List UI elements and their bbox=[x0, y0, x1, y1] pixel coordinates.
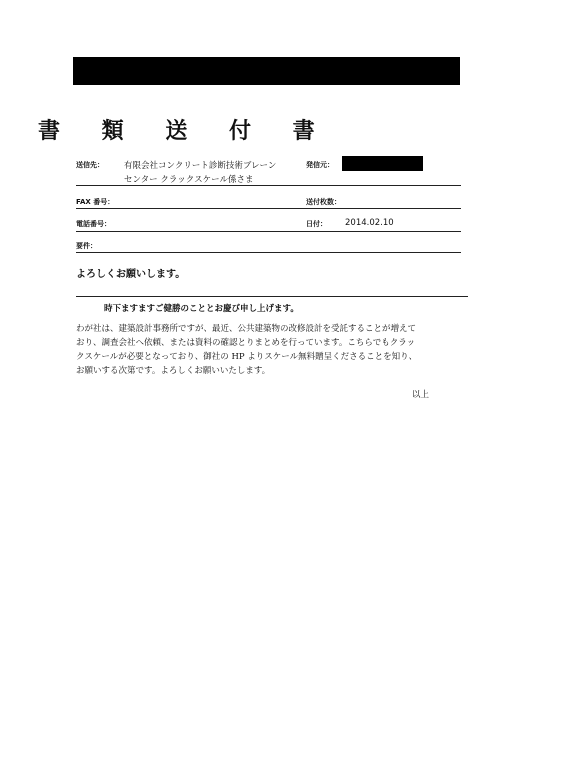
divider bbox=[76, 296, 468, 297]
phone-label: 電話番号： bbox=[76, 220, 111, 228]
fax-label: FAX 番号： bbox=[76, 198, 115, 206]
divider bbox=[76, 208, 461, 209]
greeting: よろしくお願いします。 bbox=[76, 269, 186, 280]
body-text bbox=[76, 322, 468, 378]
redacted-header bbox=[73, 57, 460, 85]
date-label: 日付： bbox=[306, 220, 327, 228]
subject-label: 要件： bbox=[76, 242, 97, 250]
document-title: 書 類 送 付 書 bbox=[38, 119, 332, 144]
to-value-line1: 有限会社コンクリート診断技術ブレーン bbox=[124, 161, 277, 171]
divider bbox=[76, 231, 461, 232]
from-label: 発信元： bbox=[306, 161, 334, 169]
divider bbox=[76, 185, 461, 186]
divider bbox=[76, 252, 461, 253]
body-line: わが社は、建築設計事務所ですが、最近、公共建築物の改修設計を受託することが増えて bbox=[76, 324, 417, 334]
body-line: おり、調査会社へ依頼、または資料の確認とりまとめを行っています。こちらでもクラッ bbox=[76, 338, 416, 348]
to-value-line2: センター クラックスケール係さま bbox=[124, 175, 254, 185]
pages-label: 送付枚数： bbox=[306, 198, 341, 206]
to-label: 送信先： bbox=[76, 161, 104, 169]
body-line: お願いする次第です。よろしくお願いいたします。 bbox=[76, 366, 271, 376]
date-value: 2014.02.10 bbox=[345, 218, 394, 228]
redacted-sender bbox=[342, 156, 423, 171]
closing: 以上 bbox=[412, 390, 430, 400]
body-line: クスケールが必要となっており、御社の HP よりスケール無料贈呈くださることを知り、 bbox=[76, 352, 418, 362]
subheading: 時下ますますご健勝のこととお慶び申し上げます。 bbox=[104, 304, 299, 314]
